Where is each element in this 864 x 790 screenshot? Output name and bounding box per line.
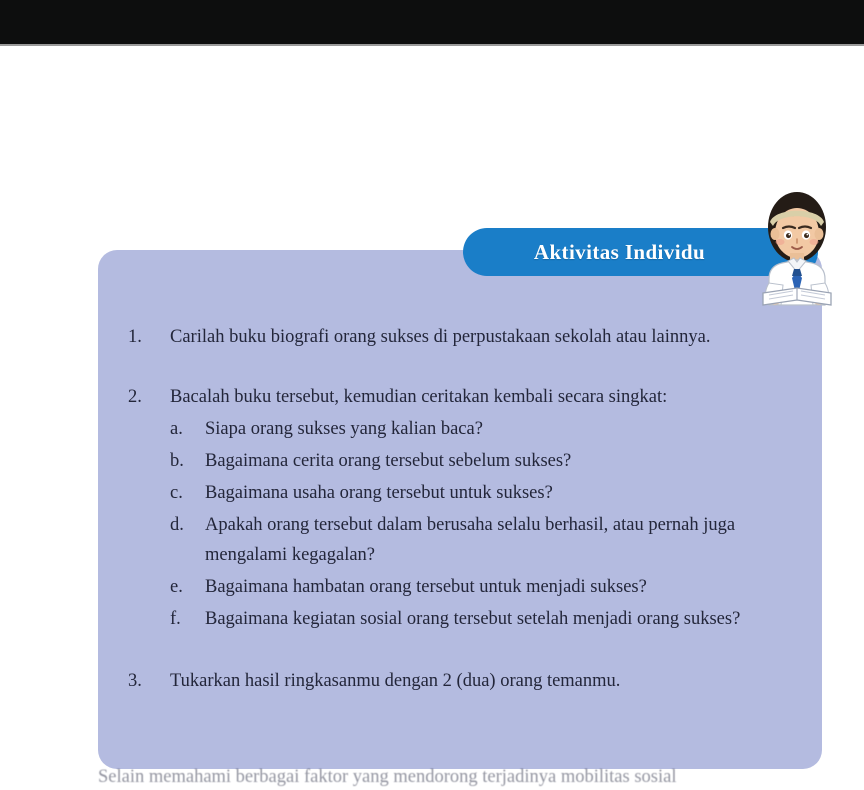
book-page [0, 46, 864, 787]
list-item [98, 322, 822, 352]
list-item [98, 478, 822, 508]
list-item-marker: f. [170, 609, 181, 629]
list-item-text: Tukarkan hasil ringkasanmu dengan 2 (dua) orang temanmu. [170, 671, 621, 691]
list-item-text: Apakah orang tersebut dalam berusaha selalu berhasil, atau pernah juga mengalami kegagalan? [205, 515, 736, 565]
list-item [98, 414, 822, 444]
list-item-marker: e. [170, 577, 183, 597]
list-item [98, 446, 822, 476]
list-item-marker: 3. [128, 671, 142, 691]
list-item [98, 510, 822, 570]
list-item-marker: d. [170, 515, 184, 535]
list-item [98, 666, 822, 696]
list-item-text: Bagaimana cerita orang tersebut sebelum sukses? [205, 451, 572, 471]
list-item-text: Bagaimana usaha orang tersebut untuk sukses? [205, 483, 553, 503]
activity-banner-title: Aktivitas Individu [533, 240, 706, 264]
list-item-marker: 1. [128, 327, 142, 347]
list-item-text: Bagaimana kegiatan sosial orang tersebut setelah menjadi orang sukses? [205, 609, 741, 629]
schoolgirl-reading-icon [745, 187, 849, 305]
list-item [98, 572, 822, 602]
list-item-marker: c. [170, 483, 183, 503]
list-item [98, 382, 822, 412]
list-item-text: Siapa orang sukses yang kalian baca? [205, 419, 483, 439]
list-item-text: Bacalah buku tersebut, kemudian ceritakan kembali secara singkat: [170, 387, 668, 407]
following-paragraph: Selain memahami berbagai faktor yang mendorong terjadinya mobilitas sosial [98, 767, 677, 787]
list-item-text: Carilah buku biografi orang sukses di perpustakaan sekolah atau lainnya. [170, 327, 711, 347]
list-item [98, 604, 822, 634]
list-item-marker: b. [170, 451, 184, 471]
activity-card [98, 250, 822, 769]
list-item-marker: a. [170, 419, 183, 439]
list-item-marker: 2. [128, 387, 142, 407]
list-item-text: Bagaimana hambatan orang tersebut untuk menjadi sukses? [205, 577, 647, 597]
letterbox-top-bar [0, 0, 864, 44]
